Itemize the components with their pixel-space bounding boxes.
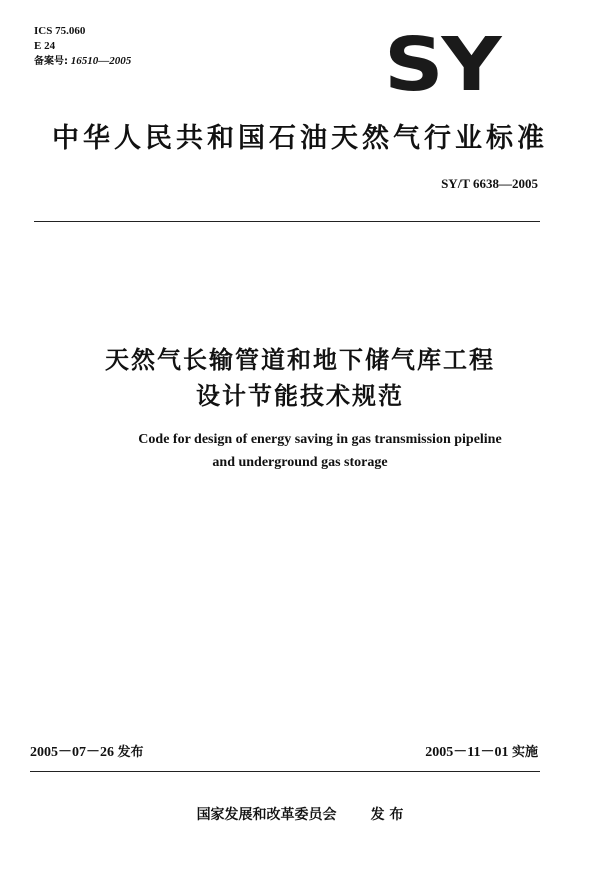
record-number: [34, 55, 131, 68]
header-divider: [34, 221, 540, 222]
issue-date-label: 发布: [117, 745, 144, 760]
record-number-value: 16510—2005: [70, 55, 132, 67]
standard-number: SY/T 6638—2005: [441, 176, 538, 191]
sy-logo: SY: [384, 22, 500, 108]
english-title-line-2: and underground gas storage: [212, 455, 388, 470]
ics-code: ICS 75.060: [34, 25, 86, 37]
implementation-date-value: 2005－11－01: [425, 745, 509, 760]
footer-divider: [30, 771, 540, 772]
english-title-line-1: Code for design of energy saving in gas transmission pipeline: [138, 432, 502, 447]
implementation-date: [425, 741, 538, 761]
chinese-title-line-2: 设计节能技术规范: [196, 382, 404, 410]
issue-date-value: 2005－07－26: [30, 745, 114, 760]
record-number-label: 备案号:: [34, 56, 68, 67]
chinese-title-line-1: 天然气长输管道和地下储气库工程: [105, 346, 495, 374]
publisher: [0, 804, 600, 824]
classification-code: E 24: [34, 40, 56, 52]
implementation-date-label: 实施: [511, 745, 538, 760]
publisher-action: 发 布: [370, 807, 404, 823]
publisher-name: 国家发展和改革委员会: [196, 807, 337, 823]
organization-title: 中华人民共和国石油天然气行业标准: [52, 123, 548, 154]
issue-date: [30, 741, 144, 761]
